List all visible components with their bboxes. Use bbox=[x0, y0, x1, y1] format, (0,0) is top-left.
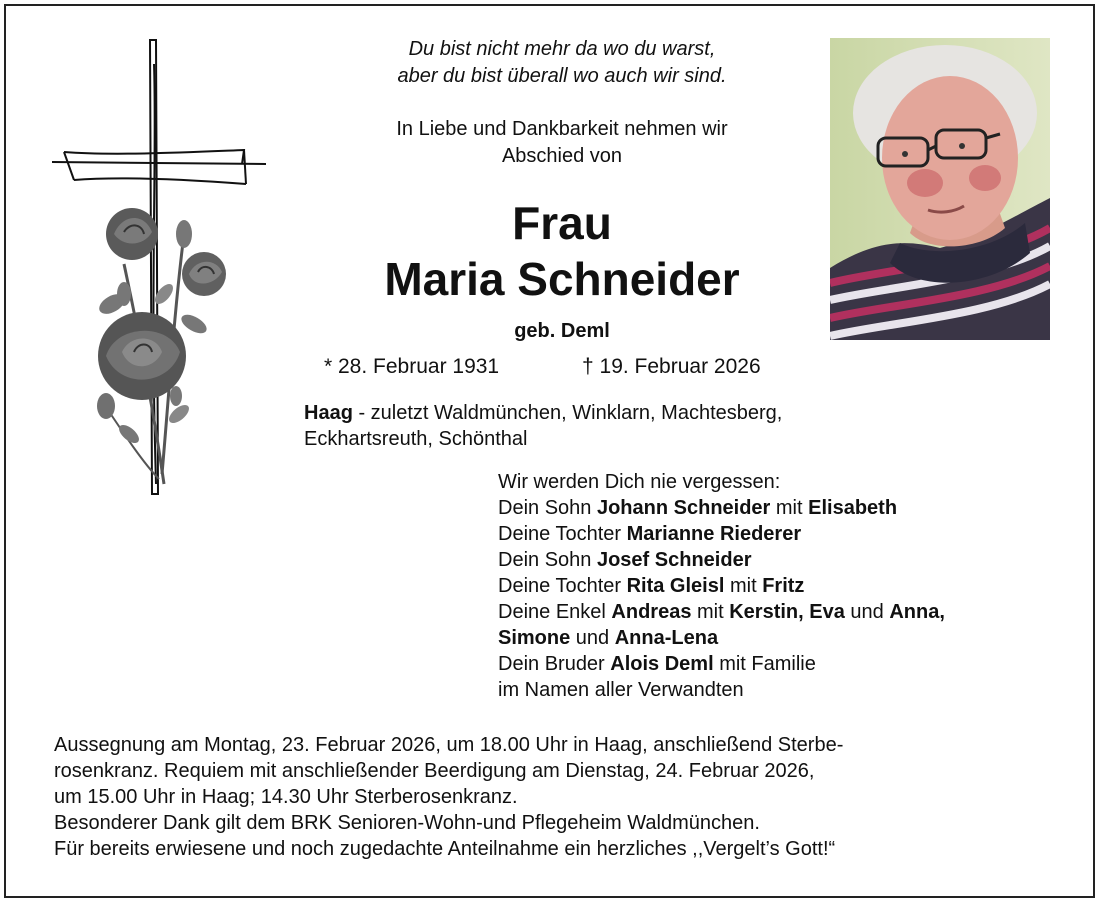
mourner-name: Fritz bbox=[762, 575, 805, 597]
relation: Dein Sohn bbox=[498, 549, 597, 571]
mourner-line bbox=[498, 521, 1078, 547]
mourner-line bbox=[498, 599, 1078, 625]
mourner-name: Alois Deml bbox=[610, 653, 714, 675]
intro-line: In Liebe und Dankbarkeit nehmen wir bbox=[396, 118, 728, 140]
connector: und bbox=[570, 627, 615, 649]
intro-text bbox=[300, 116, 824, 170]
mourner-name: Marianne Riederer bbox=[626, 523, 802, 545]
thanks-line: Besonderer Dank gilt dem BRK Senioren-Wohn-und Pflegeheim Waldmünchen. bbox=[54, 812, 760, 834]
mourner-line bbox=[498, 625, 1078, 651]
deceased-name: Maria Schneider bbox=[384, 253, 740, 305]
connector: mit bbox=[724, 575, 763, 597]
mourners-closing: im Namen aller Verwandten bbox=[498, 679, 744, 701]
mourner-name: Anna-Lena bbox=[614, 627, 719, 649]
relation: Deine Tochter bbox=[498, 523, 627, 545]
birth-date: * 28. Februar 1931 bbox=[324, 355, 500, 378]
residence-list-cont: Eckhartsreuth, Schönthal bbox=[304, 428, 528, 450]
connector: und bbox=[844, 601, 890, 623]
salutation: Frau bbox=[512, 197, 612, 249]
mourners-opening: Wir werden Dich nie vergessen: bbox=[498, 471, 781, 493]
cross-with-roses-icon bbox=[44, 34, 276, 504]
funeral-line: um 15.00 Uhr in Haag; 14.30 Uhr Sterberosenkranz. bbox=[54, 786, 518, 808]
mourner-name: Rita Gleisl bbox=[626, 575, 725, 597]
funeral-details bbox=[54, 732, 1054, 862]
mourner-name: Elisabeth bbox=[808, 497, 898, 519]
relation: Deine Enkel bbox=[498, 601, 612, 623]
mourner-line bbox=[498, 547, 1078, 573]
connector: mit bbox=[770, 497, 809, 519]
intro-line: Abschied von bbox=[501, 145, 623, 167]
hometown: Haag bbox=[304, 402, 353, 424]
mourner-name: Anna, bbox=[889, 601, 945, 623]
funeral-line: Aussegnung am Montag, 23. Februar 2026, um 18.00 Uhr in Haag, anschließend Sterbe- bbox=[54, 734, 844, 756]
mourner-name: Johann Schneider bbox=[596, 497, 771, 519]
mourner-line bbox=[498, 651, 1078, 677]
portrait-photo bbox=[830, 38, 1050, 340]
residence-list: - zuletzt Waldmünchen, Winklarn, Machtesberg, bbox=[352, 402, 783, 424]
connector: mit Familie bbox=[713, 653, 816, 675]
mourner-name: Simone bbox=[498, 627, 571, 649]
mourners-list bbox=[498, 469, 1078, 703]
quote-line: Du bist nicht mehr da wo du warst, bbox=[408, 38, 716, 60]
death-date: † 19. Februar 2026 bbox=[582, 355, 761, 378]
quote-line: aber du bist überall wo auch wir sind. bbox=[397, 65, 727, 87]
mourner-name: Kerstin, Eva bbox=[729, 601, 845, 623]
relation: Dein Bruder bbox=[498, 653, 611, 675]
connector: mit bbox=[691, 601, 730, 623]
relation: Deine Tochter bbox=[498, 575, 627, 597]
maiden-name: geb. Deml bbox=[514, 320, 610, 342]
funeral-line: rosenkranz. Requiem mit anschließender Beerdigung am Dienstag, 24. Februar 2026, bbox=[54, 760, 815, 782]
quote bbox=[300, 36, 824, 90]
relation: Dein Sohn bbox=[498, 497, 597, 519]
mourner-name: Andreas bbox=[611, 601, 692, 623]
residence bbox=[304, 400, 924, 452]
mourner-name: Josef Schneider bbox=[596, 549, 752, 571]
thanks-line: Für bereits erwiesene und noch zugedachte Anteilnahme ein herzliches ,,Vergelt’s Gott!“ bbox=[54, 838, 836, 860]
mourner-line bbox=[498, 495, 1078, 521]
mourner-line bbox=[498, 573, 1078, 599]
